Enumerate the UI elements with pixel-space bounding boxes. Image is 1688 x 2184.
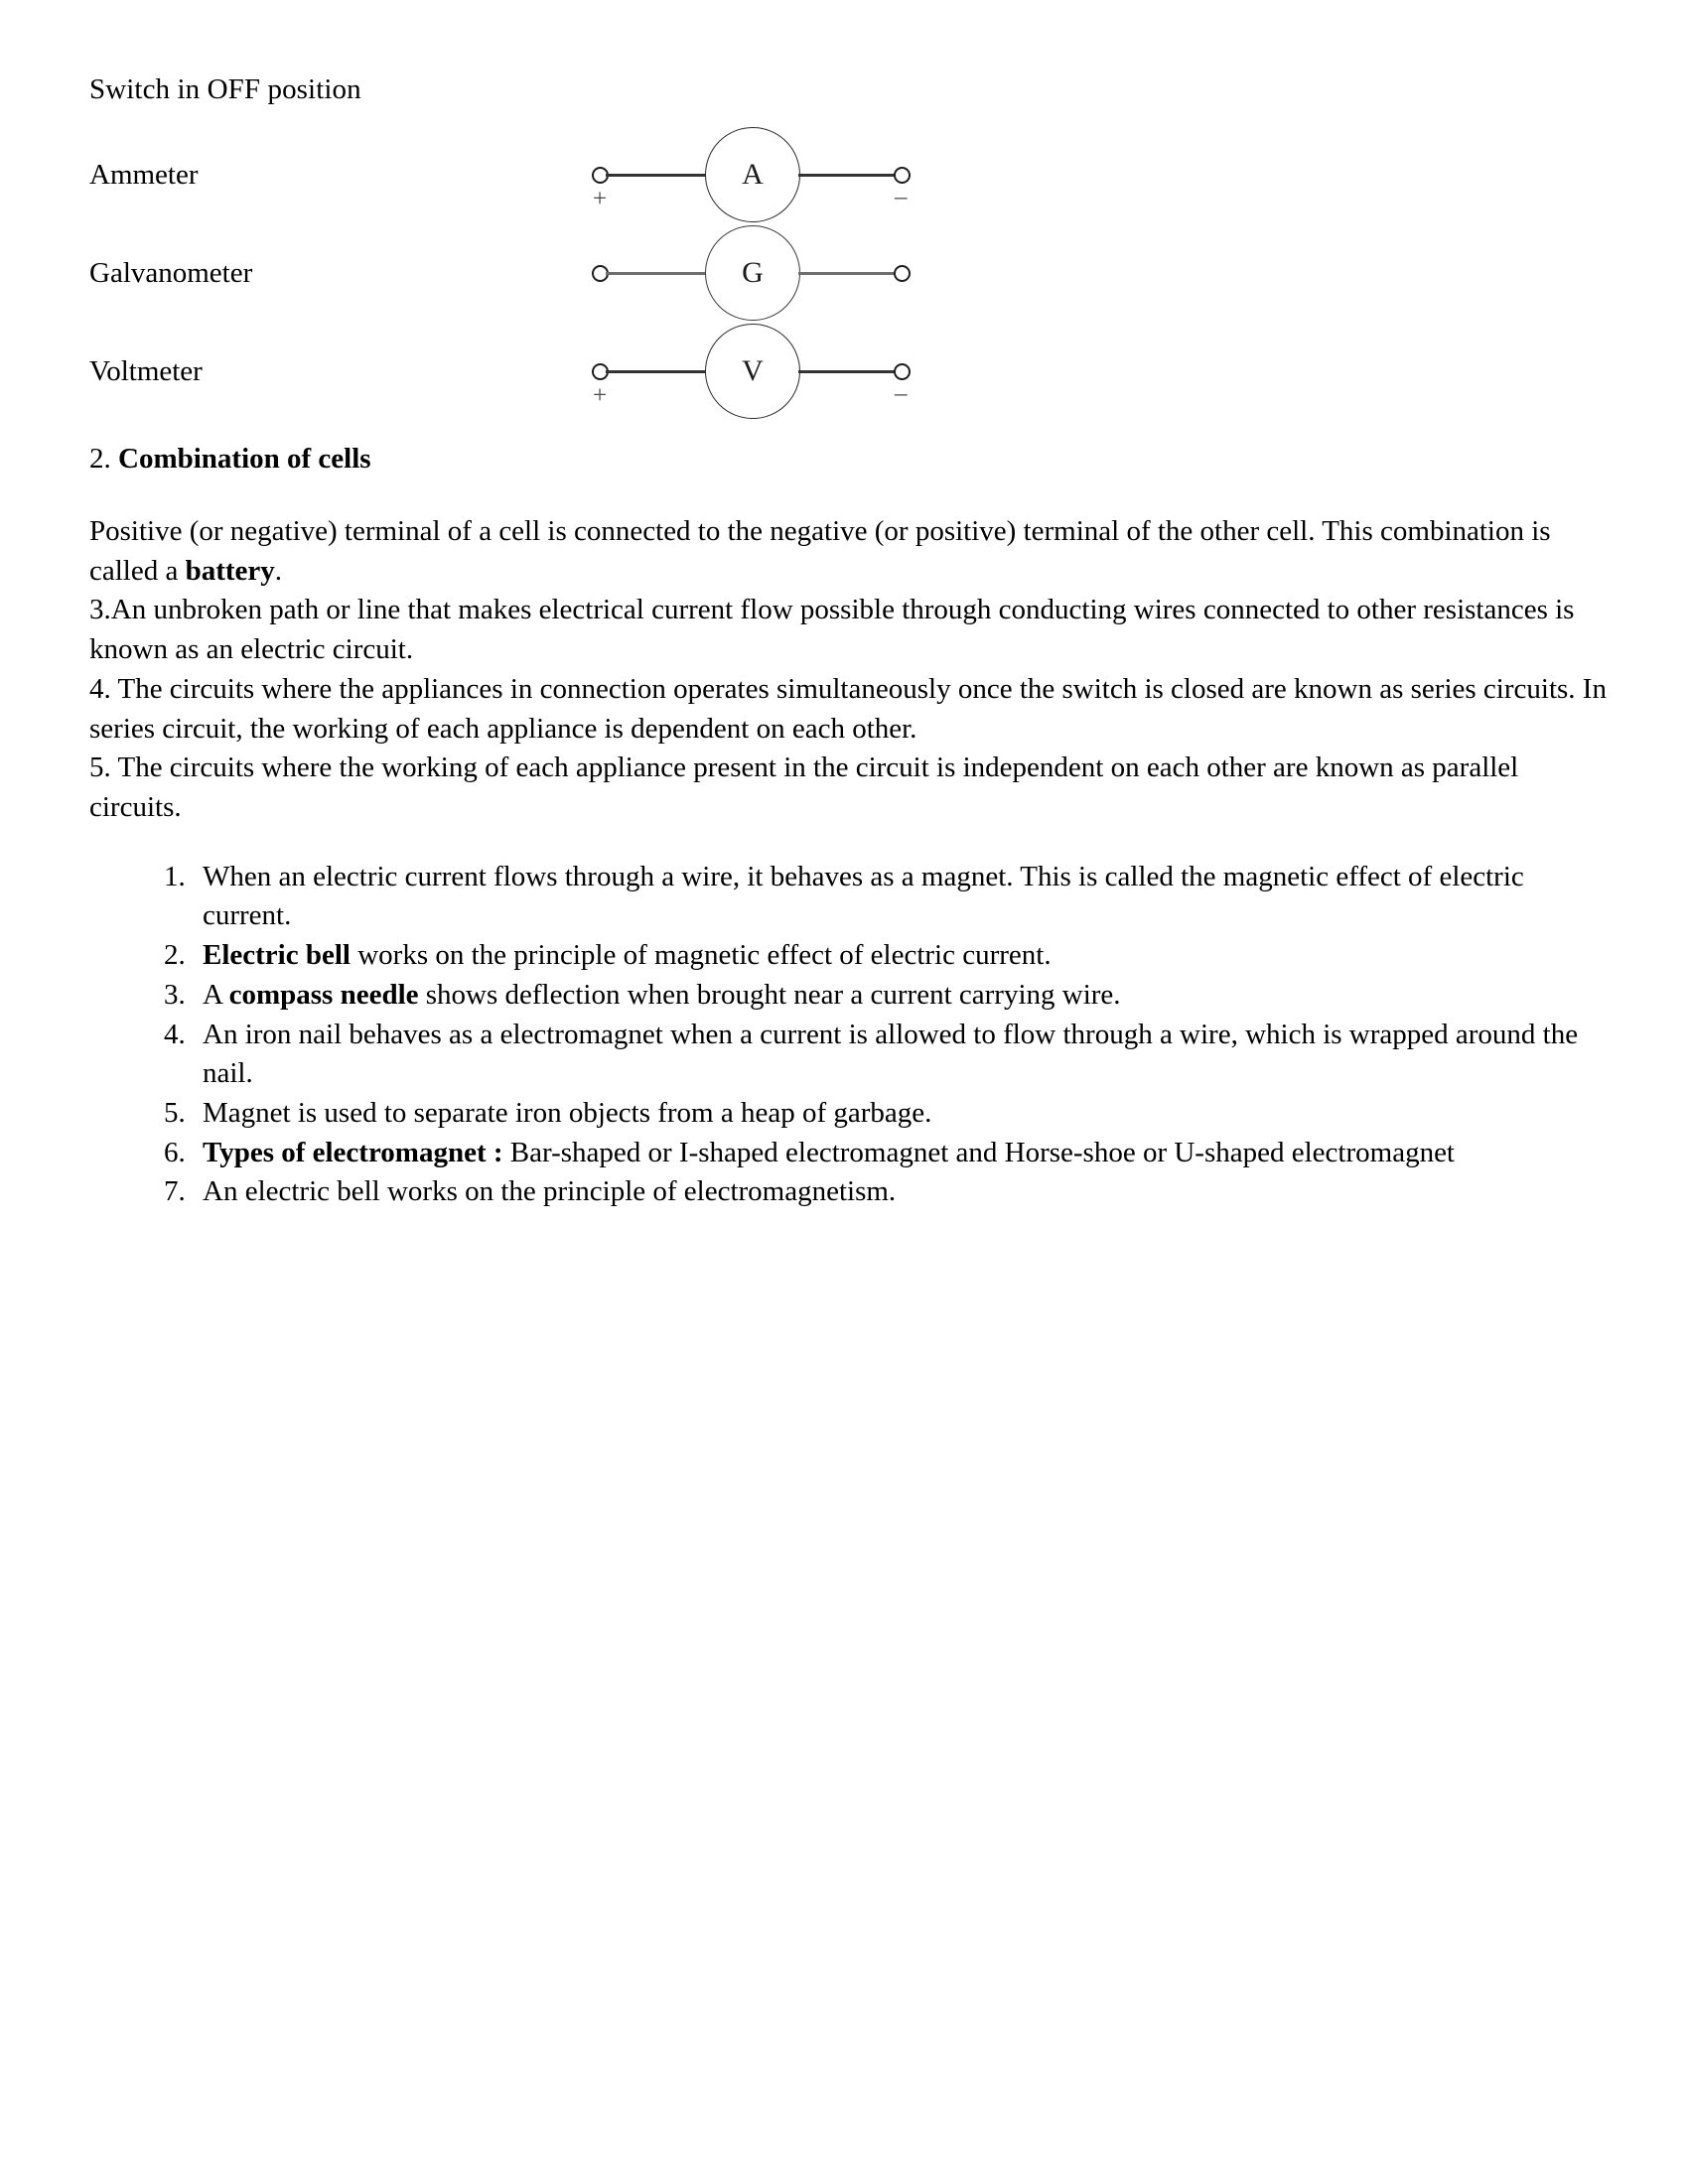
list-item: [193, 1094, 1609, 1134]
list-item: [193, 936, 1609, 976]
list-item: [193, 1134, 1609, 1173]
ammeter-label: Ammeter: [89, 159, 199, 192]
list-item-text: An iron nail behaves as a electromagnet when a current is allowed to flow through a wire, which is wrapped around the nail.: [203, 1018, 1579, 1090]
paragraph-5: 5. The circuits where the working of each appliance present in the circuit is independent on each other are known as parallel circuits.: [89, 751, 1519, 823]
lead-wire-right: [798, 272, 898, 274]
lead-wire-left: [606, 272, 707, 274]
list-item-text: Magnet is used to separate iron objects from a heap of garbage.: [203, 1097, 932, 1129]
meter-circle-icon: [705, 127, 800, 222]
list-item-bold: compass needle: [228, 978, 419, 1011]
facts-list: [89, 858, 1609, 1212]
voltmeter-label: Voltmeter: [89, 355, 203, 388]
meter-symbol-letter: G: [742, 256, 764, 290]
list-item: [193, 858, 1609, 936]
ammeter-symbol: [576, 125, 973, 224]
list-item: [193, 976, 1609, 1016]
list-item-text: Bar-shaped or I-shaped electromagnet and Horse-shoe or U-shaped electromagnet: [502, 1136, 1455, 1168]
polarity-plus-label: +: [593, 382, 608, 410]
paragraph-2: [89, 512, 1609, 591]
meter-symbol-letter: A: [742, 158, 764, 192]
meter-circle-icon: [705, 324, 800, 419]
list-item-text: works on the principle of magnetic effect of electric current.: [350, 939, 1052, 972]
list-item: [193, 1172, 1609, 1212]
terminal-right-icon: [894, 265, 911, 282]
meter-row: [89, 223, 1609, 323]
polarity-minus-label: –: [895, 184, 908, 211]
switch-off-note: Switch in OFF position: [89, 73, 361, 105]
polarity-plus-label: +: [593, 186, 608, 213]
lead-wire-left: [606, 174, 707, 176]
polarity-minus-label: –: [895, 380, 908, 408]
paragraph-2-bold-term: battery: [185, 554, 275, 587]
galvanometer-symbol: [576, 223, 973, 323]
meter-row: [89, 125, 1609, 224]
list-item: [193, 1016, 1609, 1094]
paragraph-2-text-before: Positive (or negative) terminal of a cell is connected to the negative (or positive) terminal of the other cell. This combination is called a: [89, 514, 1551, 587]
list-item-text: shows deflection when brought near a current carrying wire.: [418, 978, 1121, 1011]
lead-wire-left: [606, 370, 707, 372]
section-number: 2.: [89, 443, 111, 476]
galvanometer-label: Galvanometer: [89, 257, 253, 290]
list-item-bold: Electric bell: [203, 939, 351, 972]
paragraph-4: 4. The circuits where the appliances in connection operates simultaneously once the switch is closed are known as series circuits. In series circuit, the working of each appliance is dependent on each other.: [89, 672, 1607, 745]
list-item-bold: Types of electromagnet :: [203, 1136, 503, 1168]
list-item-text: When an electric current flows through a wire, it behaves as a magnet. This is called the magnetic effect of electric current.: [203, 860, 1524, 932]
paragraph-3: 3.An unbroken path or line that makes electrical current flow possible through conducting wires connected to other resistances is known as an electric circuit.: [89, 594, 1575, 666]
terminal-right-icon: [894, 363, 911, 380]
meter-symbol-letter: V: [742, 354, 764, 388]
meter-circle-icon: [705, 225, 800, 321]
paragraph-2-text-after: .: [274, 554, 283, 587]
list-item-prefix: A: [203, 978, 229, 1011]
meter-row: [89, 322, 1609, 421]
section-title: Combination of cells: [118, 443, 371, 476]
terminal-right-icon: [894, 167, 911, 184]
list-item-text: An electric bell works on the principle of electromagnetism.: [203, 1175, 897, 1208]
lead-wire-right: [798, 174, 898, 176]
voltmeter-symbol: [576, 322, 973, 421]
paragraph-block: [89, 512, 1609, 828]
document-content: [89, 71, 1609, 1212]
lead-wire-right: [798, 370, 898, 372]
meter-symbols-diagram: [89, 125, 1609, 423]
section-heading: [89, 441, 1609, 478]
